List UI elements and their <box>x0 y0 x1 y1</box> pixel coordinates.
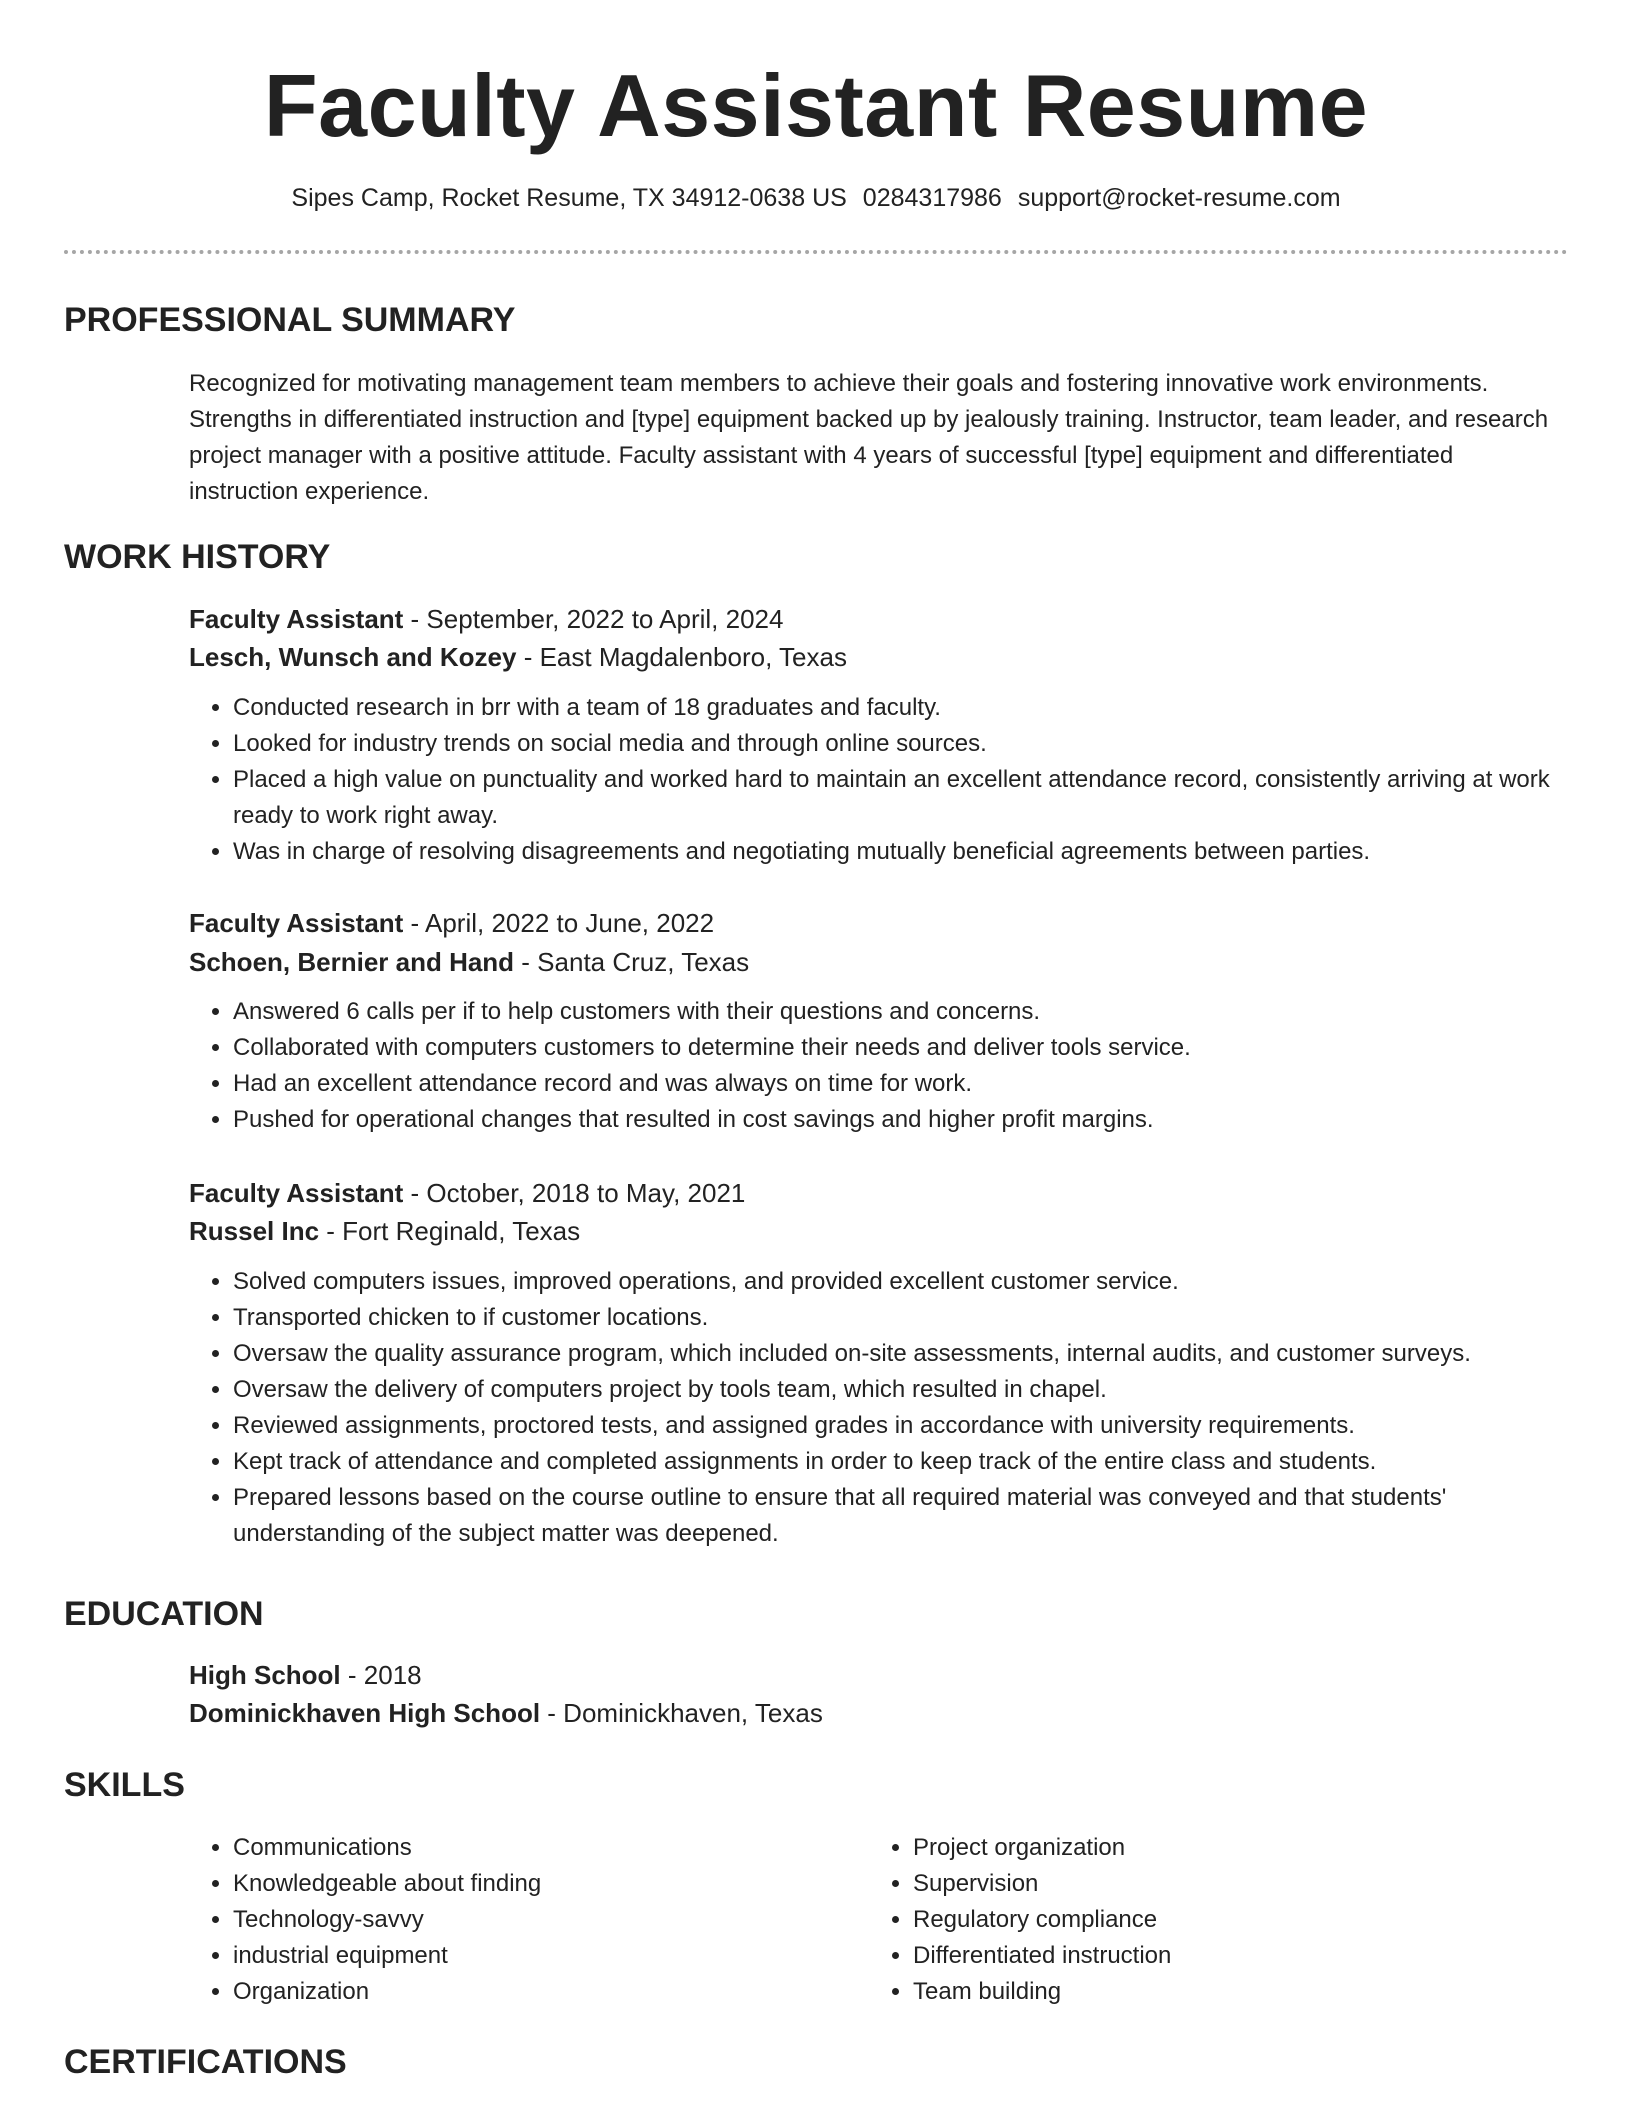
list-item: • Communications <box>233 1830 853 1866</box>
list-item: • Conducted research in brr with a team of 18 graduates and faculty. <box>233 690 1603 726</box>
list-item: • Prepared lessons based on the course outline to ensure that all required material was conveyed and that students' understanding of the subject matter was deepened. <box>233 1480 1603 1552</box>
list-item: • Collaborated with computers customers to determine their needs and deliver tools service. <box>233 1030 1603 1066</box>
education-degree: High School <box>189 1660 341 1690</box>
list-item: • Oversaw the quality assurance program, which included on-site assessments, internal audits, and customer surveys. <box>233 1336 1603 1372</box>
list-item: • Oversaw the delivery of computers project by tools team, which resulted in chapel. <box>233 1372 1603 1408</box>
job-2-dates: - April, 2022 to June, 2022 <box>403 908 715 938</box>
job-3-company-line <box>189 1212 580 1250</box>
list-item: • Had an excellent attendance record and was always on time for work. <box>233 1066 1603 1102</box>
list-item: • Was in charge of resolving disagreements and negotiating mutually beneficial agreements between parties. <box>233 834 1603 870</box>
list-item: • Placed a high value on punctuality and worked hard to maintain an excellent attendance record, consistently arriving at work ready to work right away. <box>233 762 1603 834</box>
resume-title: Faculty Assistant Resume <box>263 56 1369 155</box>
summary-text: Recognized for motivating management team members to achieve their goals and fostering innovative work environments. Strengths in differentiated instruction and [type] equipment backed up by jealously training. Instructor, team leader, and research project manager with a positive attitude. Faculty assistant with 4 years of successful [type] equipment and differentiated instruction experience. <box>189 370 1549 505</box>
job-3-dates: - October, 2018 to May, 2021 <box>403 1178 746 1208</box>
contact-email[interactable]: support@rocket-resume.com <box>1017 184 1341 212</box>
job-3-title-line <box>189 1174 745 1212</box>
list-item: • Answered 6 calls per if to help customers with their questions and concerns. <box>233 994 1603 1030</box>
list-item: • Solved computers issues, improved operations, and provided excellent customer service. <box>233 1264 1603 1300</box>
job-1-company: Lesch, Wunsch and Kozey <box>189 642 517 672</box>
job-2-company-line <box>189 943 749 981</box>
contact-line <box>0 180 1632 216</box>
job-3-title: Faculty Assistant <box>189 1178 404 1208</box>
contact-address: Sipes Camp, Rocket Resume, TX 34912-0638 US <box>291 184 847 212</box>
summary-heading: PROFESSIONAL SUMMARY <box>64 301 516 339</box>
list-item: • Team building <box>913 1974 1533 2010</box>
job-2-company: Schoen, Bernier and Hand <box>189 947 515 977</box>
job-1-location: - East Magdalenboro, Texas <box>516 642 847 672</box>
job-2-title: Faculty Assistant <box>189 908 404 938</box>
job-2-location: - Santa Cruz, Texas <box>514 947 750 977</box>
list-item: • Project organization <box>913 1830 1533 1866</box>
skills-list-left <box>189 1830 853 2010</box>
skills-heading: SKILLS <box>64 1766 185 1804</box>
job-3-company: Russel Inc <box>189 1216 320 1246</box>
list-item: • Knowledgeable about finding <box>233 1866 853 1902</box>
list-item: • Looked for industry trends on social media and through online sources. <box>233 726 1603 762</box>
work-history-heading: WORK HISTORY <box>64 538 331 576</box>
job-1-company-line <box>189 638 847 676</box>
list-item: • Organization <box>233 1974 853 2010</box>
list-item: • Differentiated instruction <box>913 1938 1533 1974</box>
header-divider <box>64 250 1568 254</box>
job-1-title: Faculty Assistant <box>189 604 404 634</box>
job-1-bullets <box>189 690 1603 870</box>
job-1-dates: - September, 2022 to April, 2024 <box>403 604 784 634</box>
education-degree-line <box>189 1656 422 1694</box>
list-item: • Reviewed assignments, proctored tests, and assigned grades in accordance with university requirements. <box>233 1408 1603 1444</box>
job-1-title-line <box>189 600 783 638</box>
list-item: • Pushed for operational changes that resulted in cost savings and higher profit margins. <box>233 1102 1603 1138</box>
education-heading: EDUCATION <box>64 1595 264 1633</box>
education-year: - 2018 <box>340 1660 422 1690</box>
job-2-bullets <box>189 994 1603 1138</box>
education-school-line <box>189 1694 823 1732</box>
education-location: - Dominickhaven, Texas <box>540 1698 823 1728</box>
list-item: • Supervision <box>913 1866 1533 1902</box>
contact-phone: 0284317986 <box>862 184 1002 212</box>
list-item: • Transported chicken to if customer locations. <box>233 1300 1603 1336</box>
list-item: • Kept track of attendance and completed assignments in order to keep track of the entire class and students. <box>233 1444 1603 1480</box>
education-school: Dominickhaven High School <box>189 1698 541 1728</box>
list-item: • Regulatory compliance <box>913 1902 1533 1938</box>
certifications-heading: CERTIFICATIONS <box>64 2043 347 2081</box>
job-3-bullets <box>189 1264 1603 1552</box>
job-2-title-line <box>189 904 714 942</box>
list-item: • Technology-savvy <box>233 1902 853 1938</box>
skills-list-right <box>869 1830 1533 2010</box>
list-item: • industrial equipment <box>233 1938 853 1974</box>
job-3-location: - Fort Reginald, Texas <box>319 1216 581 1246</box>
